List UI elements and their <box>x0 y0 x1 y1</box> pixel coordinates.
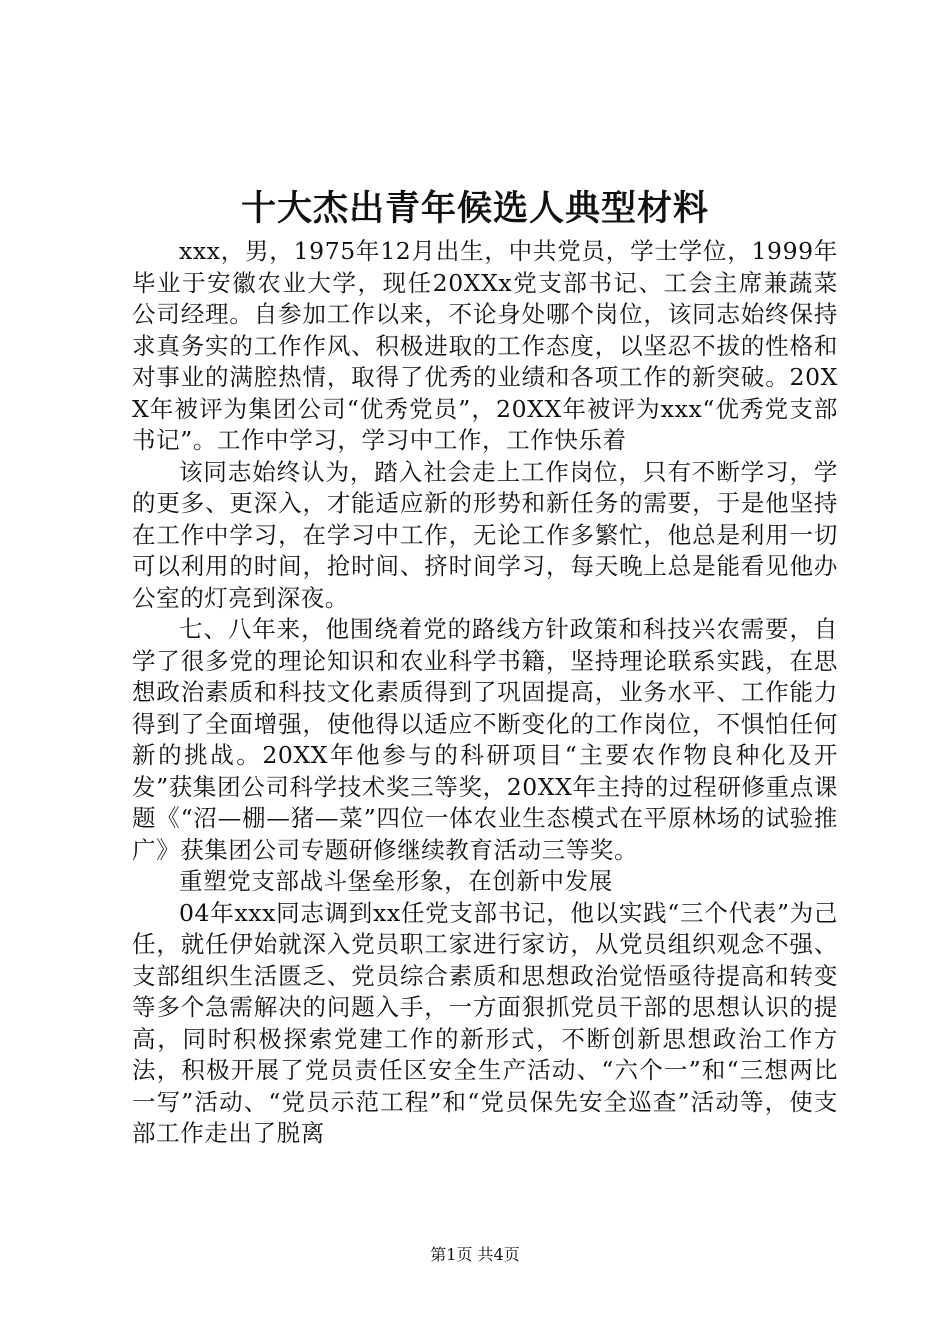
page-number: 第1页 共4页 <box>430 1245 520 1264</box>
section-heading: 重塑党支部战斗堡垒形象，在创新中发展 <box>179 867 613 895</box>
paragraph: xxx，男，1975年12月出生，中共党员，学士学位，1999年毕业于安徽农业大学，现任20XXx党支部书记、工会主席兼蔬菜公司经理。自参加工作以来，不论身处哪个岗位，该同志始终保持求真务实的工作作风、积极进取的工作态度，以坚忍不拔的性格和对事业的满腔热情，取得了优秀的业绩和各项工作的新突破。20XX年被评为集团公司“优秀党员”，20XX年被评为xxx“优秀党支部书记”。工作中学习，学习中工作，工作快乐着 <box>132 237 838 454</box>
paragraph: 04年xxx同志调到xx任党支部书记，他以实践“三个代表”为己任，就任伊始就深入党员职工家进行家访，从党员组织观念不强、支部组织生活匮乏、党员综合素质和思想政治觉悟亟待提高和转变等多个急需解决的问题入手，一方面狠抓党员干部的思想认识的提高，同时积极探索党建工作的新形式，不断创新思想政治工作方法，积极开展了党员责任区安全生产活动、“六个一”和“三想两比一写”活动、“党员示范工程”和“党员保先安全巡查”活动等，使支部工作走出了脱离 <box>132 898 838 1147</box>
document-title: 十大杰出青年候选人典型材料 <box>240 188 709 229</box>
paragraph: 该同志始终认为，踏入社会走上工作岗位，只有不断学习，学的更多、更深入，才能适应新的形势和新任务的需要，于是他坚持在工作中学习，在学习中工作，无论工作多繁忙，他总是利用一切可以利用的时间，抢时间、挤时间学习，每天晚上总是能看见他办公室的灯亮到深夜。 <box>132 457 838 612</box>
paragraph: 七、八年来，他围绕着党的路线方针政策和科技兴农需要，自学了很多党的理论知识和农业科学书籍，坚持理论联系实践，在思想政治素质和科技文化素质得到了巩固提高，业务水平、工作能力得到了全面增强，使他得以适应不断变化的工作岗位，不惧怕任何新的挑战。20XX年他参与的科研项目“主要农作物良种化及开发”获集团公司科学技术奖三等奖，20XX年主持的过程研修重点课题《“沼—棚—猪—菜”四位一体农业生态模式在平原林场的试验推广》获集团公司专题研修继续教育活动三等奖。 <box>132 615 838 864</box>
document-body <box>132 236 838 1150</box>
